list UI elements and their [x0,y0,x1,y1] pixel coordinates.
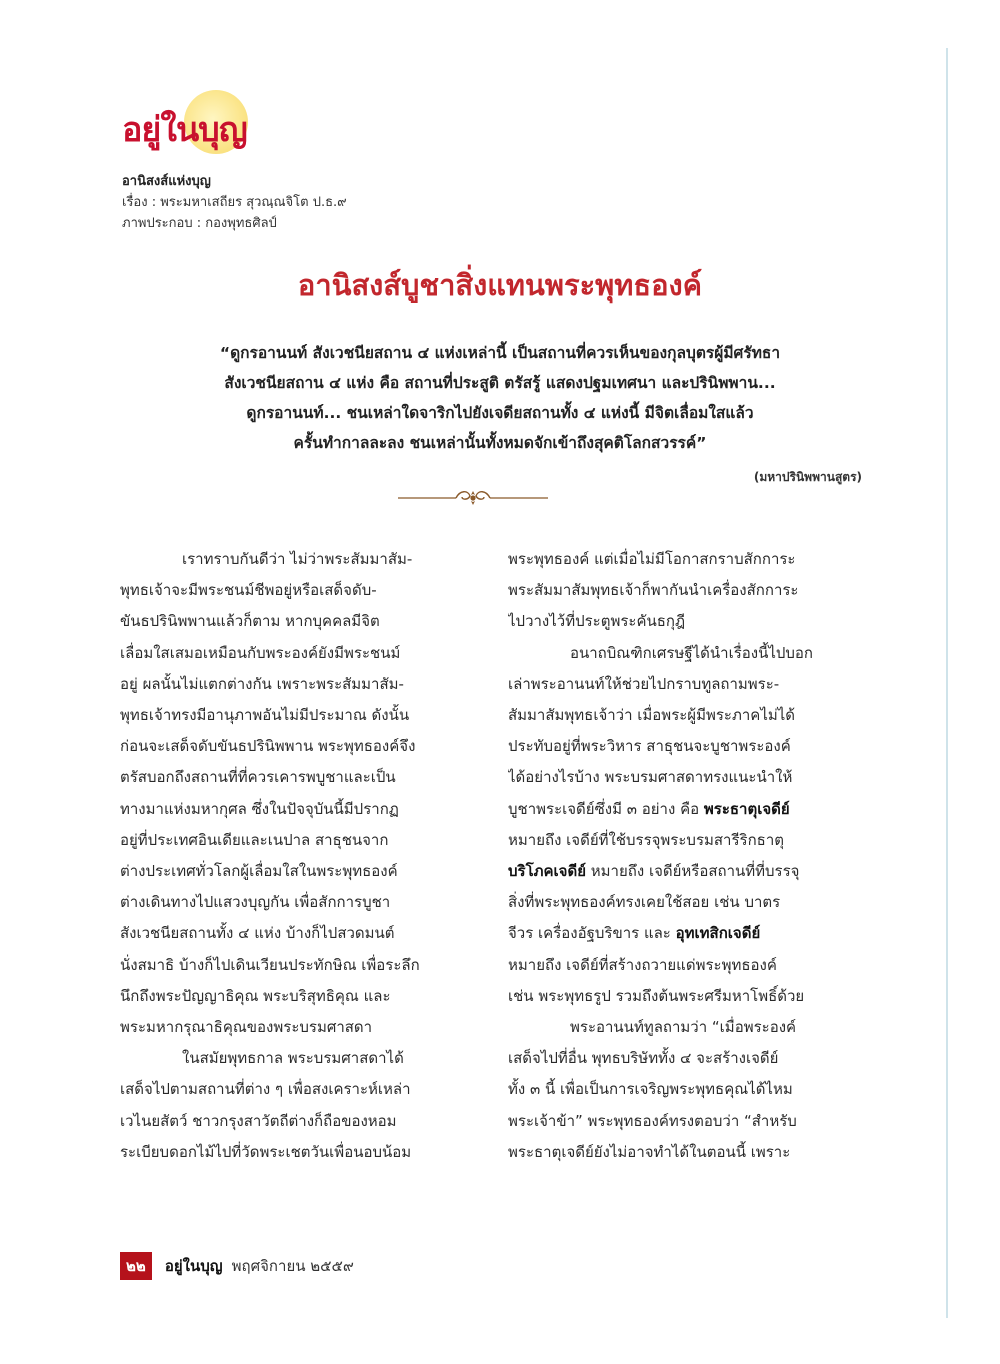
page-footer [120,1252,354,1278]
text-line: ประทับอยู่ที่พระวิหาร สาธุชนจะบูชาพระองค์ [508,737,791,756]
text-line: เวไนยสัตว์ ชาวกรุงสาวัตถีต่างก็ถือของหอม [120,1111,397,1130]
author-credit: เรื่อง : พระมหาเสถียร สุวณฺณจิโต ป.ธ.๙ [122,195,347,210]
text-line [508,794,868,825]
text-line: พุทธเจ้าจะมีพระชนม์ชีพอยู่หรือเสด็จดับ- [120,581,377,600]
text-line: ต่างประเทศทั่วโลกผู้เลื่อมใสในพระพุทธองค์ [120,862,398,881]
opening-quote [140,338,860,458]
quote-line: “ดูกรอานนท์ สังเวชนียสถาน ๔ แห่งเหล่านี้ เป็นสถานที่ควรเห็นของกุลบุตรผู้มีศรัทธา [219,344,781,362]
text-line [508,918,868,949]
text-line: พระอานนท์ทูลถามว่า “เมื่อพระองค์ [570,1018,797,1037]
text-line: ขันธปรินิพพานแล้วก็ตาม หากบุคคลมีจิต [120,612,380,631]
quote-source: (มหาปรินิพพานสูตร) [753,470,862,484]
text-line: อยู่ ผลนั้นไม่แตกต่างกัน เพราะพระสัมมาสัม- [120,674,404,693]
footer-magazine-name: อยู่ในบุญ [164,1257,223,1275]
text-line: ก่อนจะเสด็จดับขันธปรินิพพาน พระพุทธองค์จึง [120,737,416,756]
article-column-left [120,544,480,1168]
term-boriphok-chedi: บริโภคเจดีย์ [508,862,587,881]
text-line: นั่งสมาธิ บ้างก็ไปเดินเวียนประทักษิณ เพื่อระลึก [120,955,420,974]
text-line: ตรัสบอกถึงสถานที่ที่ควรเคารพบูชาและเป็น [120,768,396,787]
term-phra-that-chedi: พระธาตุเจดีย์ [703,799,790,818]
column-series: อานิสงส์แห่งบุญ [122,174,211,189]
text-run: จีวร เครื่องอัฐบริขาร และ [508,924,676,943]
text-line: ได้อย่างไรบ้าง พระบรมศาสดาทรงแนะนำให้ [508,768,793,787]
magazine-logo [122,90,252,154]
text-line: อยู่ที่ประเทศอินเดียและเนปาล สาธุชนจาก [120,830,389,849]
text-line: พุทธเจ้าทรงมีอานุภาพอันไม่มีประมาณ ดังนั้น [120,706,410,725]
quote-line: ดูกรอานนท์... ชนเหล่าใดจาริกไปยังเจดียสถานทั้ง ๔ แห่งนี้ มีจิตเลื่อมใสแล้ว [246,404,754,422]
page-edge-line [946,48,948,1318]
text-line: เล่าพระอานนท์ให้ช่วยไปกราบทูลถามพระ- [508,674,780,693]
text-line: ไปวางไว้ที่ประตูพระคันธกุฎี [508,612,686,631]
text-line: เลื่อมใสเสมอเหมือนกับพระองค์ยังมีพระชนม์ [120,643,401,662]
quote-line: สังเวชนียสถาน ๔ แห่ง คือ สถานที่ประสูติ ตรัสรู้ แสดงปฐมเทศนา และปรินิพพาน... [224,374,776,392]
text-line [508,856,868,887]
text-line: สิ่งที่พระพุทธองค์ทรงเคยใช้สอย เช่น บาตร [508,893,781,912]
text-line: อนาถบิณฑิกเศรษฐีได้นำเรื่องนี้ไปบอก [570,643,814,662]
article-title: อานิสงส์บูชาสิ่งแทนพระพุทธองค์ [297,268,703,302]
text-line: เช่น พระพุทธรูป รวมถึงต้นพระศรีมหาโพธิ์ด้วย [508,986,805,1005]
text-line: พระสัมมาสัมพุทธเจ้าก็พากันนำเครื่องสักการะ [508,581,799,600]
text-line: สัมมาสัมพุทธเจ้าว่า เมื่อพระผู้มีพระภาคไม่ได้ [508,706,796,725]
text-line: นึกถึงพระปัญญาธิคุณ พระบริสุทธิคุณ และ [120,986,391,1005]
text-line: หมายถึง เจดีย์ที่ใช้บรรจุพระบรมสารีริกธาตุ [508,830,784,849]
text-line: หมายถึง เจดีย์ที่สร้างถวายแด่พระพุทธองค์ [508,955,777,974]
page-number: ๒๒ [120,1252,152,1280]
text-line: เสด็จไปที่อื่น พุทธบริษัททั้ง ๔ จะสร้างเจดีย์ [508,1049,779,1068]
ornament-divider-icon [398,486,548,510]
text-line: พระมหากรุณาธิคุณของพระบรมศาสดา [120,1018,373,1037]
illustration-credit: ภาพประกอบ : กองพุทธศิลป์ [122,216,277,231]
text-line: พระพุทธองค์ แต่เมื่อไม่มีโอกาสกราบสักการะ [508,550,796,568]
term-uthesik-chedi: อุทเทสิกเจดีย์ [675,924,761,943]
text-line: เราทราบกันดีว่า ไม่ว่าพระสัมมาสัม- [182,550,413,568]
quote-line: ครั้นทำกาลละลง ชนเหล่านั้นทั้งหมดจักเข้าถึงสุคติโลกสวรรค์” [293,434,707,452]
text-line: สังเวชนียสถานทั้ง ๔ แห่ง บ้างก็ไปสวดมนต์ [120,924,395,943]
text-line: พระเจ้าข้า” พระพุทธองค์ทรงตอบว่า “สำหรับ [508,1111,797,1130]
text-line: ในสมัยพุทธกาล พระบรมศาสดาได้ [182,1049,404,1068]
article-column-right [508,544,868,1168]
footer-issue-date: พฤศจิกายน ๒๕๕๙ [231,1257,354,1275]
text-run: หมายถึง เจดีย์หรือสถานที่ที่บรรจุ [586,862,800,881]
text-line: ต่างเดินทางไปแสวงบุญกัน เพื่อสักการบูชา [120,893,391,912]
text-line: พระธาตุเจดีย์ยังไม่อาจทำได้ในตอนนี้ เพราะ [508,1142,791,1161]
text-line: ทั้ง ๓ นี้ เพื่อเป็นการเจริญพระพุทธคุณได้ไหม [508,1080,793,1099]
logo-wordmark: อยู่ในบุญ [122,110,247,150]
text-line: ทางมาแห่งมหากุศล ซึ่งในปัจจุบันนี้มีปรากฏ [120,799,399,818]
text-run: บูชาพระเจดีย์ซึ่งมี ๓ อย่าง คือ [508,799,704,818]
text-line: ระเบียบดอกไม้ไปที่วัดพระเชตวันเพื่อนอบน้อม [120,1142,412,1161]
text-line: เสด็จไปตามสถานที่ต่าง ๆ เพื่อสงเคราะห์เหล่า [120,1080,411,1099]
